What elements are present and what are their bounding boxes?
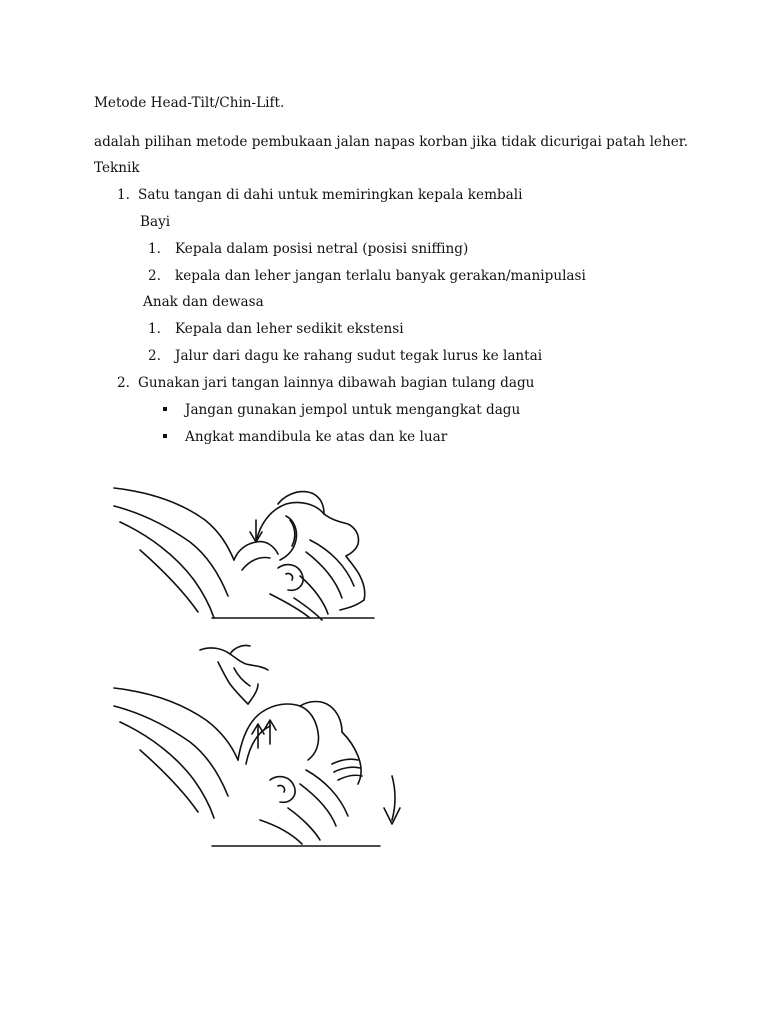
bullet-marker bbox=[163, 434, 167, 438]
intro-paragraph: adalah pilihan metode pembukaan jalan napas korban jika tidak dicurigai patah leher. bbox=[94, 134, 689, 150]
teknik-label: Teknik bbox=[94, 160, 140, 176]
group-bayi-label: Bayi bbox=[140, 214, 171, 230]
group-anak-dewasa-label: Anak dan dewasa bbox=[143, 294, 264, 310]
bullet-marker bbox=[163, 407, 167, 411]
anak-item-2-number: 2. bbox=[148, 348, 161, 364]
head-tilt-chin-lift-illustration bbox=[110, 480, 410, 880]
step-1-number: 1. bbox=[117, 187, 130, 203]
bullet-item-2: Angkat mandibula ke atas dan ke luar bbox=[185, 429, 448, 445]
step-2-number: 2. bbox=[117, 375, 130, 391]
step-2-text: Gunakan jari tangan lainnya dibawah bagian tulang dagu bbox=[138, 375, 535, 391]
document-title: Metode Head-Tilt/Chin-Lift. bbox=[94, 95, 285, 111]
bayi-item-2-text: kepala dan leher jangan terlalu banyak gerakan/manipulasi bbox=[175, 268, 586, 284]
anak-item-1-text: Kepala dan leher sedikit ekstensi bbox=[175, 321, 404, 337]
bayi-item-1-text: Kepala dalam posisi netral (posisi sniffing) bbox=[175, 241, 469, 257]
bullet-item-1: Jangan gunakan jempol untuk mengangkat dagu bbox=[185, 402, 521, 418]
step-1-text: Satu tangan di dahi untuk memiringkan kepala kembali bbox=[138, 187, 523, 203]
bayi-item-2-number: 2. bbox=[148, 268, 161, 284]
head-after-tilt-drawing bbox=[114, 645, 400, 846]
anak-item-1-number: 1. bbox=[148, 321, 161, 337]
anak-item-2-text: Jalur dari dagu ke rahang sudut tegak lurus ke lantai bbox=[175, 348, 543, 364]
bayi-item-1-number: 1. bbox=[148, 241, 161, 257]
head-before-tilt-drawing bbox=[114, 488, 374, 620]
